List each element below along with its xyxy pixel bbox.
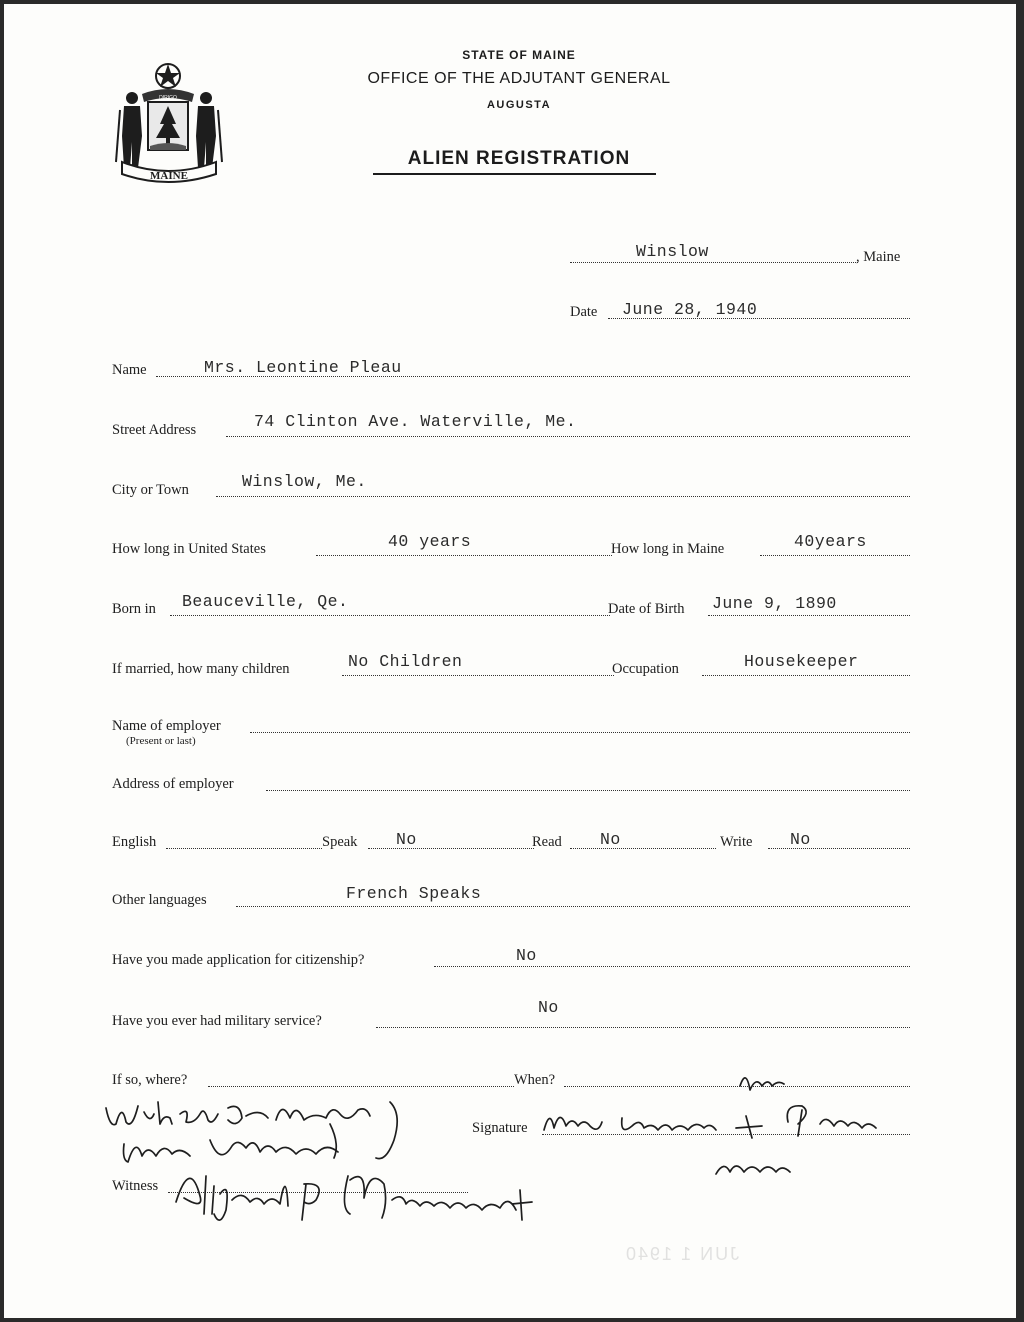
town-line <box>570 262 858 263</box>
maine-duration-line <box>760 555 910 556</box>
occupation-field[interactable]: Housekeeper <box>744 652 859 671</box>
other-languages-field[interactable]: French Speaks <box>346 884 482 903</box>
name-label: Name <box>112 362 147 378</box>
speak-field[interactable]: No <box>396 830 417 849</box>
witness-signature <box>170 1154 560 1234</box>
where-label: If so, where? <box>112 1072 188 1088</box>
children-line <box>342 675 614 676</box>
maine-suffix-label: , Maine <box>856 249 901 265</box>
seal-banner-text: MAINE <box>150 170 188 182</box>
write-field[interactable]: No <box>790 830 811 849</box>
citizenship-line <box>434 966 910 967</box>
children-label: If married, how many children <box>112 661 290 677</box>
street-field[interactable]: 74 Clinton Ave. Waterville, Me. <box>254 412 577 431</box>
city-heading: AUGUSTA <box>486 99 552 111</box>
military-label: Have you ever had military service? <box>112 1013 322 1029</box>
read-line <box>570 848 716 849</box>
office-heading: OFFICE OF THE ADJUTANT GENERAL <box>367 70 671 87</box>
dob-line <box>708 615 910 616</box>
us-duration-label: How long in United States <box>112 541 266 557</box>
city-label: City or Town <box>112 482 189 498</box>
maine-duration-field[interactable]: 40years <box>794 532 867 551</box>
date-label: Date <box>570 304 598 320</box>
date-field[interactable]: June 28, 1940 <box>622 300 758 319</box>
state-heading: STATE OF MAINE <box>462 48 576 62</box>
write-label: Write <box>720 834 753 850</box>
employer-address-line[interactable] <box>266 790 910 791</box>
birthplace-line <box>170 615 610 616</box>
occupation-line <box>702 675 910 676</box>
citizenship-field[interactable]: No <box>516 946 537 965</box>
us-duration-field[interactable]: 40 years <box>388 532 472 551</box>
seal-motto-text: DIRIGO <box>159 95 177 101</box>
employer-sublabel: (Present or last) <box>126 735 196 747</box>
birthplace-label: Born in <box>112 601 156 617</box>
maine-duration-label: How long in Maine <box>611 541 725 557</box>
registrant-signature <box>540 1064 900 1184</box>
signature-label: Signature <box>472 1120 528 1136</box>
registration-form-sheet <box>4 4 1016 1318</box>
faded-date-stamp: JUN 1 1940 <box>624 1244 740 1264</box>
other-languages-label: Other languages <box>112 892 207 908</box>
employer-line[interactable] <box>250 732 910 733</box>
speak-label: Speak <box>322 834 358 850</box>
street-line <box>226 436 910 437</box>
dob-field[interactable]: June 9, 1890 <box>712 594 837 613</box>
form-title: ALIEN REGISTRATION <box>407 148 631 169</box>
street-label: Street Address <box>112 422 197 438</box>
employer-address-label: Address of employer <box>112 776 234 792</box>
town-field[interactable]: Winslow <box>636 242 709 261</box>
occupation-label: Occupation <box>612 661 679 677</box>
citizenship-label: Have you made application for citizenship? <box>112 952 365 968</box>
witness-label: Witness <box>112 1178 159 1194</box>
maine-state-seal-icon <box>112 62 232 190</box>
birthplace-field[interactable]: Beauceville, Qe. <box>182 592 349 611</box>
read-label: Read <box>532 834 562 850</box>
us-duration-line <box>316 555 612 556</box>
dob-label: Date of Birth <box>608 601 685 617</box>
military-line <box>376 1027 910 1028</box>
military-field[interactable]: No <box>538 998 559 1017</box>
read-field[interactable]: No <box>600 830 621 849</box>
employer-label: Name of employer <box>112 718 221 734</box>
when-label: When? <box>514 1072 556 1088</box>
city-line <box>216 496 910 497</box>
speak-line <box>368 848 534 849</box>
title-underline <box>373 173 656 175</box>
english-line <box>166 848 322 849</box>
other-languages-line <box>236 906 910 907</box>
english-label: English <box>112 834 157 850</box>
children-field[interactable]: No Children <box>348 652 463 671</box>
name-field[interactable]: Mrs. Leontine Pleau <box>204 358 402 377</box>
city-field[interactable]: Winslow, Me. <box>242 472 367 491</box>
